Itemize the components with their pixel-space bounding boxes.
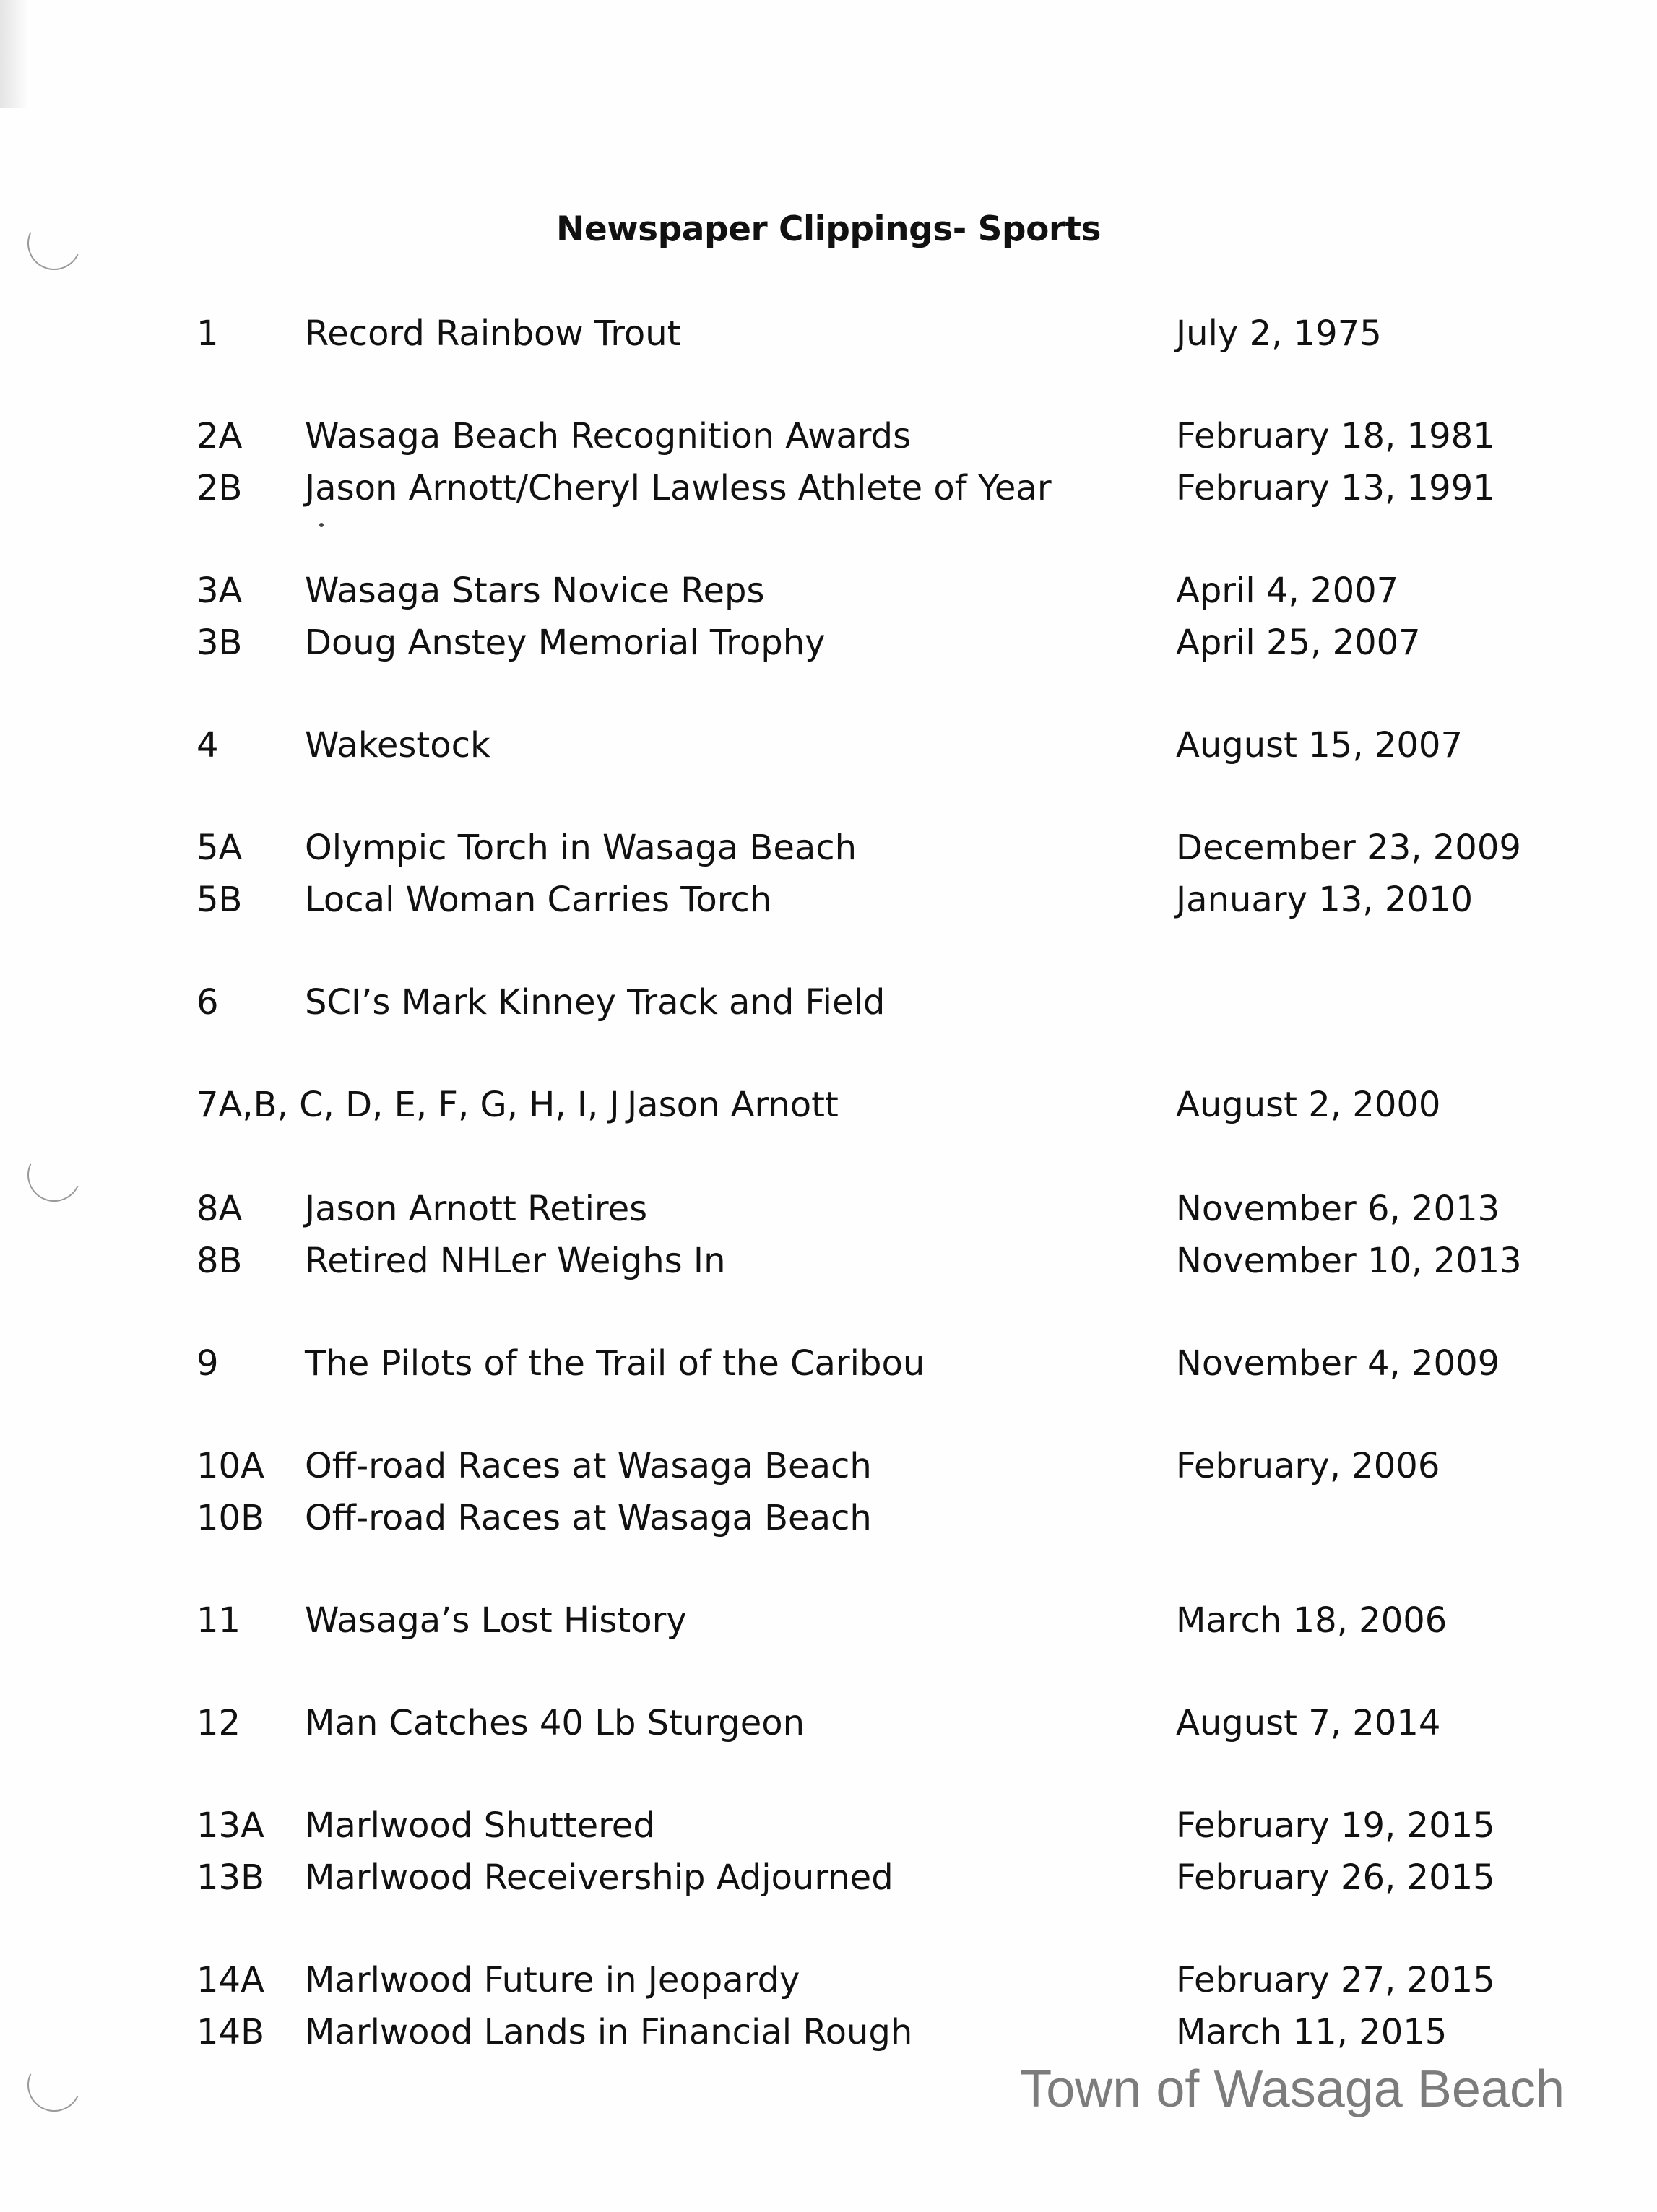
list-item bbox=[0, 2011, 1657, 2054]
list-item bbox=[0, 981, 1657, 1024]
item-number: 3B bbox=[196, 623, 243, 663]
list-item bbox=[0, 724, 1657, 767]
item-date: March 18, 2006 bbox=[1176, 1600, 1448, 1641]
item-number: 1 bbox=[196, 313, 219, 354]
scan-speck bbox=[319, 523, 324, 527]
item-date: February 18, 1981 bbox=[1176, 416, 1495, 456]
list-item bbox=[0, 621, 1657, 664]
page-title: Newspaper Clippings- Sports bbox=[556, 209, 1101, 249]
list-item bbox=[0, 1496, 1657, 1540]
list-item bbox=[0, 1856, 1657, 1899]
item-date: August 15, 2007 bbox=[1176, 725, 1463, 765]
item-date: July 2, 1975 bbox=[1176, 313, 1382, 354]
item-title: Retired NHLer Weighs In bbox=[305, 1241, 726, 1281]
item-date: February 27, 2015 bbox=[1176, 1960, 1495, 2000]
item-title: Off-road Races at Wasaga Beach bbox=[305, 1446, 872, 1486]
item-date: April 25, 2007 bbox=[1176, 623, 1421, 663]
list-item bbox=[0, 1599, 1657, 1642]
item-number: 2B bbox=[196, 468, 243, 508]
item-title: Wakestock bbox=[305, 725, 490, 765]
item-title: Wasaga Stars Novice Reps bbox=[305, 571, 765, 611]
item-number: 13A bbox=[196, 1805, 264, 1846]
scan-shadow bbox=[0, 0, 29, 108]
item-number: 11 bbox=[196, 1600, 241, 1641]
item-title: Doug Anstey Memorial Trophy bbox=[305, 623, 826, 663]
item-number: 13B bbox=[196, 1857, 265, 1898]
item-number: 5A bbox=[196, 828, 243, 868]
list-item bbox=[0, 1187, 1657, 1231]
list-item bbox=[0, 878, 1657, 921]
list-item bbox=[0, 312, 1657, 355]
item-number: 10B bbox=[196, 1498, 265, 1538]
item-date: August 2, 2000 bbox=[1176, 1085, 1441, 1125]
item-title: Local Woman Carries Torch bbox=[305, 880, 772, 920]
item-number: 5B bbox=[196, 880, 243, 920]
item-title: SCI’s Mark Kinney Track and Field bbox=[305, 982, 886, 1023]
item-title: Jason Arnott Retires bbox=[305, 1189, 648, 1229]
item-number: 14B bbox=[196, 2012, 265, 2052]
item-title: Off-road Races at Wasaga Beach bbox=[305, 1498, 872, 1538]
item-number: 2A bbox=[196, 416, 243, 456]
item-number: 6 bbox=[196, 982, 219, 1023]
item-date: March 11, 2015 bbox=[1176, 2012, 1448, 2052]
item-title: Marlwood Lands in Financial Rough bbox=[305, 2012, 913, 2052]
punch-hole-bottom bbox=[20, 2051, 89, 2120]
list-item bbox=[0, 1959, 1657, 2002]
item-date: November 4, 2009 bbox=[1176, 1343, 1500, 1384]
item-date: February 13, 1991 bbox=[1176, 468, 1495, 508]
item-title: Wasaga’s Lost History bbox=[305, 1600, 687, 1641]
item-title: Marlwood Future in Jeopardy bbox=[305, 1960, 800, 2000]
item-date: November 10, 2013 bbox=[1176, 1241, 1522, 1281]
list-item bbox=[0, 569, 1657, 612]
list-item bbox=[0, 1239, 1657, 1283]
item-title: Olympic Torch in Wasaga Beach bbox=[305, 828, 857, 868]
item-date: December 23, 2009 bbox=[1176, 828, 1521, 868]
list-item bbox=[0, 1083, 1657, 1127]
item-date: August 7, 2014 bbox=[1176, 1703, 1441, 1743]
item-number: 14A bbox=[196, 1960, 264, 2000]
list-item bbox=[0, 1701, 1657, 1745]
item-title: Wasaga Beach Recognition Awards bbox=[305, 416, 912, 456]
item-title: Jason Arnott/Cheryl Lawless Athlete of Year bbox=[305, 468, 1052, 508]
item-number: 12 bbox=[196, 1703, 241, 1743]
item-title: The Pilots of the Trail of the Caribou bbox=[305, 1343, 925, 1384]
watermark: Town of Wasaga Beach bbox=[1020, 2060, 1565, 2118]
list-item bbox=[0, 1342, 1657, 1385]
list-item bbox=[0, 1444, 1657, 1488]
item-number: 7A,B, C, D, E, F, G, H, I, J bbox=[196, 1085, 620, 1125]
item-date: January 13, 2010 bbox=[1176, 880, 1473, 920]
item-number: 3A bbox=[196, 571, 243, 611]
item-title: Man Catches 40 Lb Sturgeon bbox=[305, 1703, 805, 1743]
item-date: February, 2006 bbox=[1176, 1446, 1440, 1486]
item-date: February 19, 2015 bbox=[1176, 1805, 1495, 1846]
list-item bbox=[0, 415, 1657, 458]
item-title: Jason Arnott bbox=[627, 1085, 839, 1125]
item-number: 8B bbox=[196, 1241, 243, 1281]
item-title: Record Rainbow Trout bbox=[305, 313, 681, 354]
list-item bbox=[0, 1804, 1657, 1847]
item-date: February 26, 2015 bbox=[1176, 1857, 1495, 1898]
item-date: November 6, 2013 bbox=[1176, 1189, 1500, 1229]
item-number: 9 bbox=[196, 1343, 219, 1384]
item-number: 8A bbox=[196, 1189, 243, 1229]
item-number: 10A bbox=[196, 1446, 264, 1486]
item-title: Marlwood Receivership Adjourned bbox=[305, 1857, 894, 1898]
list-item bbox=[0, 826, 1657, 869]
item-date: April 4, 2007 bbox=[1176, 571, 1399, 611]
item-number: 4 bbox=[196, 725, 219, 765]
item-title: Marlwood Shuttered bbox=[305, 1805, 655, 1846]
list-item bbox=[0, 467, 1657, 510]
